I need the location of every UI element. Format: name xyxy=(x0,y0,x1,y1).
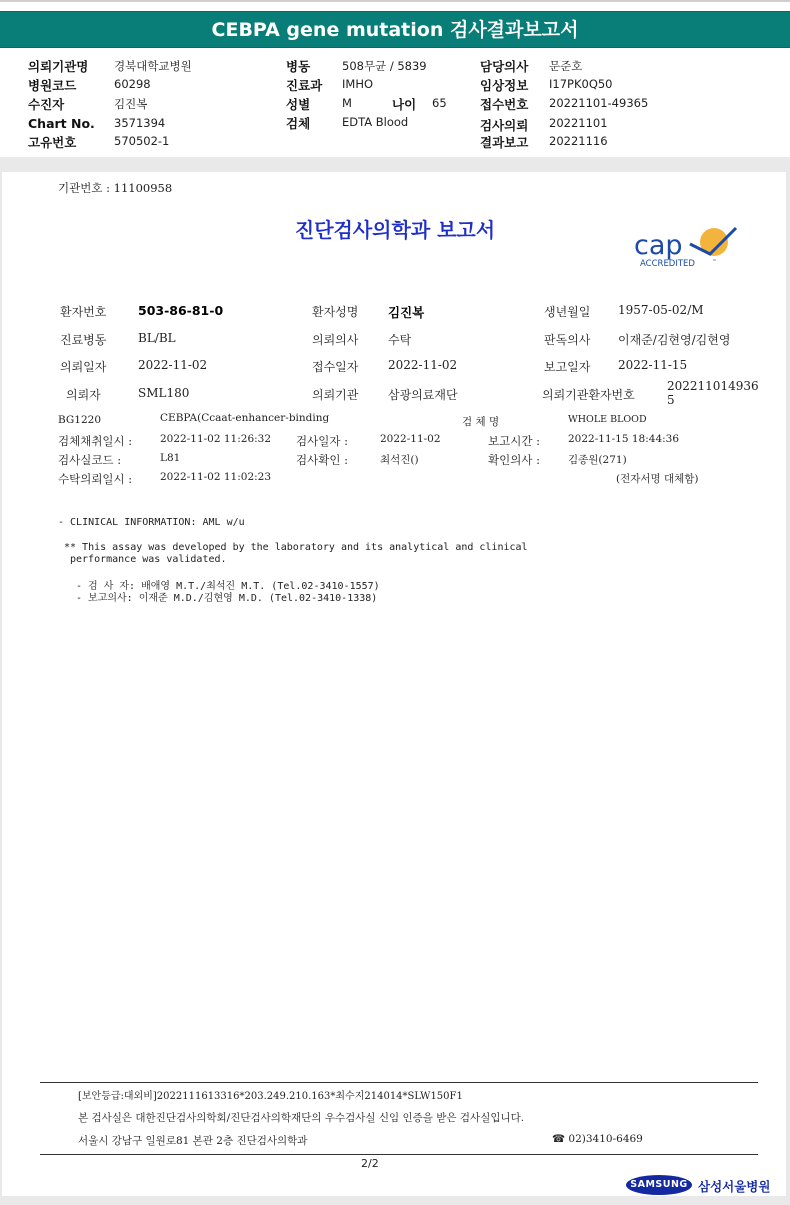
receipt-no-label: 접수번호 xyxy=(480,97,529,112)
ward-grid-value: BL/BL xyxy=(138,331,176,345)
chart-no-value: 3571394 xyxy=(114,116,166,130)
test-confirm-value: 최석진() xyxy=(380,454,419,466)
patient-name-label: 환자성명 xyxy=(312,305,359,319)
ward-label: 병동 xyxy=(286,59,311,74)
report-header-title: CEBPA gene mutation 검사결과보고서 xyxy=(0,11,790,48)
patient-label: 수진자 xyxy=(28,97,65,112)
assay-note-line1: ** This assay was developed by the laboratory and its analytical and clinical xyxy=(64,542,528,553)
request-date-label: 의뢰일자 xyxy=(60,360,107,374)
requesting-doctor-value: 수탁 xyxy=(388,333,412,347)
requesting-institution-value: 삼광의료재단 xyxy=(388,388,458,402)
hospital-code-label: 병원코드 xyxy=(28,78,77,93)
ward-value: 508무균 / 5839 xyxy=(342,59,427,73)
clinical-info-value: I17PK0Q50 xyxy=(549,77,613,91)
security-line: [보안등급:대외비]2022111613316*203.249.210.163*최수지214014*SLW150F1 xyxy=(78,1091,463,1102)
unique-no-value: 570502-1 xyxy=(114,134,170,148)
patient-value: 김진복 xyxy=(114,97,148,111)
age-value: 65 xyxy=(432,96,447,110)
dob-value: 1957-05-02/M xyxy=(618,303,704,317)
institution-patient-no-label: 의뢰기관환자번호 xyxy=(542,388,635,402)
unique-no-label: 고유번호 xyxy=(28,135,77,150)
patient-no-value: 503-86-81-0 xyxy=(138,303,224,318)
specimen-value: EDTA Blood xyxy=(342,115,409,129)
receipt-no-value: 20221101-49365 xyxy=(549,96,649,110)
tester-info: - 검 사 자: 배애영 M.T./최석진 M.T. (Tel.02-3410-1557) xyxy=(76,581,380,592)
cap-logo-text: cap xyxy=(634,230,683,261)
request-date-value: 2022-11-02 xyxy=(138,358,208,372)
receipt-date-value: 2022-11-02 xyxy=(388,358,458,372)
age-label: 나이 xyxy=(392,97,417,112)
test-date-label: 검사일자 : xyxy=(296,434,348,448)
doctor-in-charge-label: 담당의사 xyxy=(480,59,529,74)
result-report-label: 결과보고 xyxy=(480,135,529,150)
test-confirm-label: 검사확인 : xyxy=(296,453,348,467)
clinical-info-label: 임상정보 xyxy=(480,78,529,93)
sex-value: M xyxy=(342,96,352,110)
lab-address: 서울시 강남구 일원로81 본관 2층 진단검사의학과 xyxy=(78,1135,308,1147)
page-frame-bottom xyxy=(0,1196,790,1205)
page-frame-right xyxy=(786,157,790,1200)
institution-number: 기관번호 : 11100958 xyxy=(58,181,173,195)
lab-code-value: L81 xyxy=(160,452,181,464)
requester-label: 의뢰자 xyxy=(66,388,101,402)
collection-time-label: 검체채취일시 : xyxy=(58,434,133,448)
institution-value: 경북대학교병원 xyxy=(114,59,192,73)
report-time-value: 2022-11-15 18:44:36 xyxy=(568,433,680,445)
cap-accredited-logo xyxy=(632,222,742,272)
cap-tm-text: ™ xyxy=(712,259,717,265)
report-title: 진단검사의학과 보고서 xyxy=(294,218,496,242)
requesting-doctor-label: 의뢰의사 xyxy=(312,333,359,347)
department-label: 진료과 xyxy=(286,78,323,93)
hospital-code-value: 60298 xyxy=(114,77,151,91)
report-time-label: 보고시간 : xyxy=(488,434,540,448)
chart-no-label: Chart No. xyxy=(28,116,95,131)
referral-time-label: 수탁의뢰일시 : xyxy=(58,472,133,486)
reading-doctor-value: 이재준/김현영/김현영 xyxy=(618,333,731,347)
test-date-value: 2022-11-02 xyxy=(380,433,441,445)
test-request-value: 20221101 xyxy=(549,116,608,130)
electronic-signature-note: (전자서명 대체함) xyxy=(616,473,699,485)
clinical-information: - CLINICAL INFORMATION: AML w/u xyxy=(58,517,245,528)
specimen-label: 검체 xyxy=(286,116,311,131)
lab-code-label: 검사실코드 : xyxy=(58,453,122,467)
sex-label: 성별 xyxy=(286,97,311,112)
institution-patient-no-value: 202211014936 xyxy=(667,379,759,393)
assay-note-line2: performance was validated. xyxy=(70,554,227,565)
lab-phone: ☎ 02)3410-6469 xyxy=(552,1133,643,1145)
footer-rule-top xyxy=(40,1082,758,1083)
department-value: IMHO xyxy=(342,77,374,91)
top-rule xyxy=(0,0,790,2)
ward-grid-label: 진료병동 xyxy=(60,333,107,347)
specimen-name-value: WHOLE BLOOD xyxy=(568,414,647,425)
patient-no-label: 환자번호 xyxy=(60,305,107,319)
patient-name-value: 김진복 xyxy=(388,305,425,320)
specimen-name-label: 검 체 명 xyxy=(462,416,500,428)
test-name: CEBPA(Ccaat-enhancer-binding xyxy=(160,412,330,424)
certification-note: 본 검사실은 대한진단검사의학회/진단검사의학재단의 우수검사실 신임 인증을 받은 검사실입니다. xyxy=(78,1112,525,1124)
doctor-in-charge-value: 문준호 xyxy=(549,59,583,73)
institution-patient-no-value-cont: 5 xyxy=(667,393,675,407)
requester-value: SML180 xyxy=(138,386,190,400)
confirm-doctor-value: 김종원(271) xyxy=(568,454,627,466)
report-date-label: 보고일자 xyxy=(544,360,591,374)
report-date-value: 2022-11-15 xyxy=(618,358,688,372)
test-request-label: 검사의뢰 xyxy=(480,118,529,133)
footer-rule-bottom xyxy=(40,1154,758,1155)
institution-label: 의뢰기관명 xyxy=(28,59,89,74)
hospital-name: 삼성서울병원 xyxy=(698,1179,771,1194)
samsung-logo: SAMSUNG xyxy=(626,1175,692,1195)
result-report-value: 20221116 xyxy=(549,134,608,148)
requesting-institution-label: 의뢰기관 xyxy=(312,388,359,402)
reporter-info: - 보고의사: 이재준 M.D./김현영 M.D. (Tel.02-3410-1338) xyxy=(76,593,378,604)
confirm-doctor-label: 확인의사 : xyxy=(488,453,540,467)
cap-accredited-text: ACCREDITED xyxy=(640,259,695,269)
collection-time-value: 2022-11-02 11:26:32 xyxy=(160,433,272,445)
page-frame-left xyxy=(0,157,2,1200)
reading-doctor-label: 판독의사 xyxy=(544,333,591,347)
dob-label: 생년월일 xyxy=(544,305,591,319)
page-frame-top xyxy=(0,157,790,172)
referral-time-value: 2022-11-02 11:02:23 xyxy=(160,471,272,483)
receipt-date-label: 접수일자 xyxy=(312,360,359,374)
test-code: BG1220 xyxy=(58,414,102,426)
page-number: 2/2 xyxy=(361,1157,379,1170)
